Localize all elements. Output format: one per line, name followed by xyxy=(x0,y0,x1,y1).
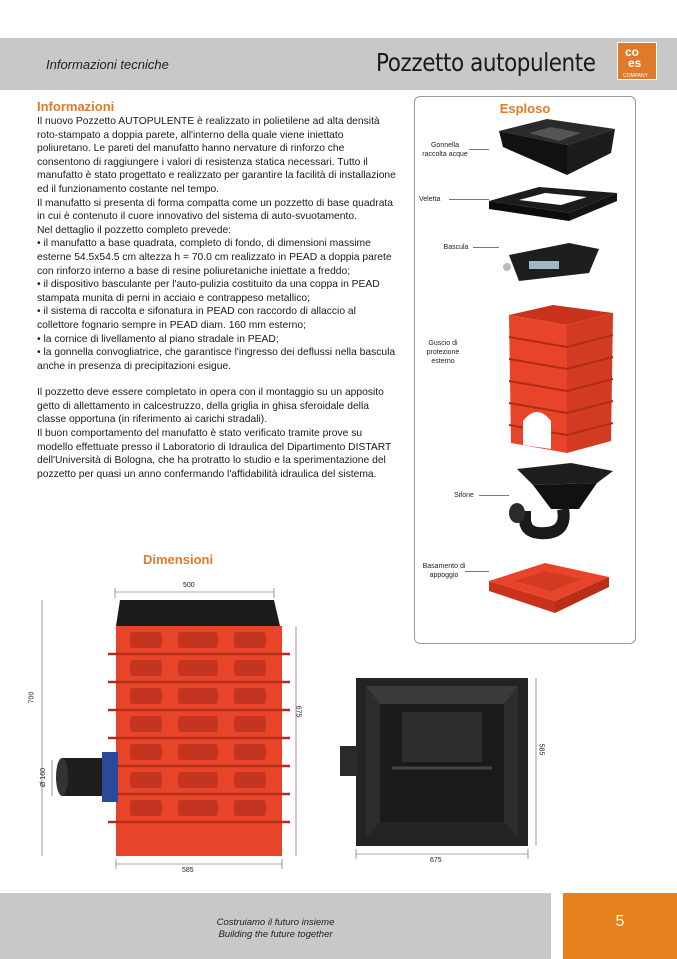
logo-text-3: COMPANY xyxy=(623,73,648,79)
logo-text-1: co xyxy=(625,45,640,59)
info-body xyxy=(37,115,399,481)
header-band xyxy=(0,38,677,90)
guscio-illustration xyxy=(503,303,619,459)
info-heading: Informazioni xyxy=(37,99,115,114)
dim-plan-bottom: 675 xyxy=(430,857,442,864)
info-paragraph: Il buon comportamento del manufatto è stato verificato tramite prove su modello effettuate presso il Laboratorio di Idraulica del Dipartimento DISTART dell'Università di Bologna, che ha protratto lo studio e la sperimentazione del pozzetto per quasi un anno confermando l'affidabilità idraulica del sistema. xyxy=(37,428,392,480)
exploded-heading: Esploso xyxy=(499,101,551,116)
page-title: Pozzetto autopulente xyxy=(376,48,596,77)
info-bullet: • il sistema di raccolta e sifonatura in PEAD con raccordo di allaccio al collettore fognario sempre in PEAD diam. 160 mm esterno; xyxy=(37,306,356,331)
logo-text-2: es xyxy=(628,56,642,70)
info-paragraph: Il pozzetto deve essere completato in opera con il montaggio su un apposito getto di allettamento in calcestruzzo, della griglia in ghisa sferoidale della classe opportuna (in riferimento ai carichi stradali). xyxy=(37,387,384,426)
label-veletta: Veletta xyxy=(419,196,441,203)
info-bullet: • il manufatto a base quadrata, completo di fondo, di dimensioni massime esterne 54.5x54.5 cm altezza h = 70.0 cm realizzato in PEAD a doppia parete con rinforzo interno a base di resine poliuretaniche iniettate a freddo; xyxy=(37,238,392,277)
coes-logo xyxy=(617,42,657,80)
dim-body-height: 675 xyxy=(294,705,302,718)
footer-slogan xyxy=(0,917,551,941)
info-bullet: • la gonnella convogliatrice, che garantisce l'ingresso dei deflussi nella bascula anche in presenza di precipitazioni esigue. xyxy=(37,347,396,372)
label-basamento: Basamento di appoggio xyxy=(422,563,466,579)
dim-top-width: 500 xyxy=(183,582,195,589)
label-bascula: Bascula xyxy=(443,244,469,251)
info-bullet: • il dispositivo basculante per l'auto-pulizia costituito da una coppa in PEAD stampata munita di perni in acciaio e contrappeso metallico; xyxy=(37,279,380,304)
sifone-illustration xyxy=(503,463,623,543)
section-label: Informazioni tecniche xyxy=(46,57,169,72)
info-paragraph: Il nuovo Pozzetto AUTOPULENTE è realizzato in polietilene ad alta densità roto-stampato a doppia parete, all'interno della quale viene iniettato poliuretano. Le pareti del manufatto hanno nervature di rinforzo che consentono di raggiungere i valori di resistenza statica necessari. Tutto il manufatto è stato progettato e realizzato per garantire la facilità di installazione ed il funzionamento costante nel tempo. xyxy=(37,116,396,195)
leader-line xyxy=(473,247,499,248)
dimensions-heading: Dimensioni xyxy=(143,552,214,567)
dim-pipe-diameter: Ø 160 xyxy=(40,767,48,788)
slogan-italian: Costruiamo il futuro insieme xyxy=(216,917,335,928)
label-gonnella: Gonnella raccolta acque xyxy=(422,142,468,158)
slogan-english: Building the future together xyxy=(218,929,333,940)
front-view-drawing xyxy=(40,580,310,870)
plan-view-drawing xyxy=(336,672,556,862)
label-guscio: Guscio di protezione esterno xyxy=(426,340,460,365)
gonnella-illustration xyxy=(489,117,619,177)
footer-band xyxy=(0,893,551,959)
dim-total-height: 700 xyxy=(28,691,36,704)
basamento-illustration xyxy=(485,557,613,623)
info-bullet: • la cornice di livellamento al piano stradale in PEAD; xyxy=(37,333,279,345)
page-number-box xyxy=(563,893,677,959)
veletta-illustration xyxy=(483,183,623,223)
info-paragraph: Il manufatto si presenta di forma compatta come un pozzetto di base quadrata in cui è contenuto il cuore innovativo del sistema di auto-svuotamento. xyxy=(37,197,394,223)
label-sifone: Sifone xyxy=(454,492,474,499)
dim-bottom-width: 585 xyxy=(182,867,194,874)
leader-line xyxy=(469,149,489,150)
info-paragraph: Nel dettaglio il pozzetto completo prevede: xyxy=(37,224,232,236)
exploded-view-panel xyxy=(414,96,636,644)
dim-plan-side: 585 xyxy=(537,743,545,756)
bascula-illustration xyxy=(499,237,609,287)
page-number: 5 xyxy=(615,913,625,930)
